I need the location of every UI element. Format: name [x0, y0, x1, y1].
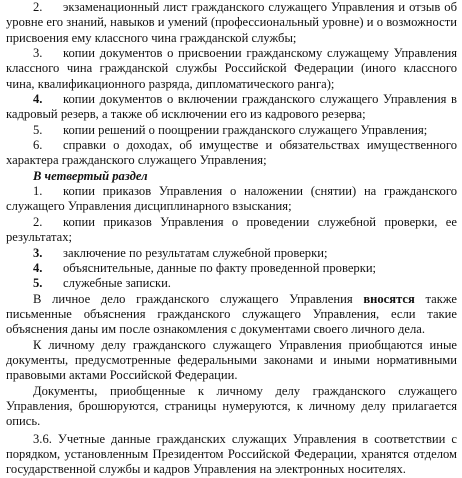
list-item-number: 4.: [33, 260, 43, 275]
list-item-text: служебные записки.: [63, 276, 171, 291]
list-item-text: экзаменационный лист гражданского служащего Управления и отзыв об уровне его знаний, навыков и умений (профессиональный уровне) и о возможности присвоения ему классного чина гражданской службы;: [6, 0, 457, 45]
list-item-number: 3.: [33, 245, 43, 260]
paragraph-section-3-6: 3.6. Учетные данные гражданских служащих Управления в соответствии с порядком, установленным Президентом Российской Федерации, хранятся отделом государственной службы и кадров Управления на электронных носителях.: [6, 431, 457, 477]
paragraph-explanations: [6, 292, 457, 338]
paragraph-emphasis: вносятся: [363, 291, 415, 306]
section-heading: В четвертый раздел: [33, 168, 148, 183]
list-item-text: справки о доходах, об имуществе и обязательствах имущественного характера гражданского служащего Управления;: [6, 138, 457, 168]
list-item-number: 6.: [33, 138, 43, 153]
paragraph-text: также письменные объяснения гражданского служащего Управления, если такие объяснения даны им после ознакомления с документами своего личного дела.: [6, 291, 458, 337]
list-item-text: копии решений о поощрении гражданского служащего Управления;: [63, 122, 428, 137]
paragraph-other-documents: К личному делу гражданского служащего Управления приобщаются иные документы, предусмотренные федеральными законами и иными нормативными правовыми актами Российской Федерации.: [6, 337, 457, 383]
section4-item-2: [6, 215, 457, 246]
list-item-text: копии приказов Управления о наложении (снятии) на гражданского служащего Управления дисциплинарного взыскания;: [6, 184, 457, 214]
list-item-number: 1.: [33, 184, 43, 199]
list-item-3: [6, 46, 457, 92]
list-item-5: [6, 123, 457, 138]
section4-item-5: [6, 276, 457, 291]
list-item-text: копии приказов Управления о проведении служебной проверки, ее результатах;: [6, 214, 457, 245]
list-item-text: объяснительные, данные по факту проведенной проверки;: [63, 260, 377, 275]
paragraph-binding: Документы, приобщенные к личному делу гражданского служащего Управления, брошюруются, страницы нумеруются, к личному делу прилагается опись.: [6, 383, 457, 429]
list-item-text: копии документов о присвоении гражданскому служащему Управления классного чина гражданской службы Российской Федерации (иного классного чина, квалификационного разряда, дипломатического ранга);: [6, 46, 457, 91]
list-item-6: [6, 138, 457, 169]
section4-item-4: [6, 261, 457, 276]
paragraph-text: В личное дело гражданского служащего Управления: [33, 291, 364, 306]
section4-item-3: [6, 246, 457, 261]
section4-item-1: [6, 184, 457, 215]
list-item-text: копии документов о включении гражданского служащего Управления в кадровый резерв, а также об исключении его из кадрового резерва;: [6, 92, 457, 122]
list-item-number: 5.: [33, 122, 43, 137]
list-item-text: заключение по результатам служебной проверки;: [63, 245, 328, 260]
list-item-number: 2.: [33, 0, 43, 14]
list-item-4: [6, 92, 457, 123]
list-item-number: 5.: [33, 276, 43, 291]
list-item-number: 4.: [33, 92, 43, 107]
list-item-number: 2.: [33, 214, 43, 229]
list-item-2: [6, 0, 457, 46]
list-item-number: 3.: [33, 46, 43, 61]
